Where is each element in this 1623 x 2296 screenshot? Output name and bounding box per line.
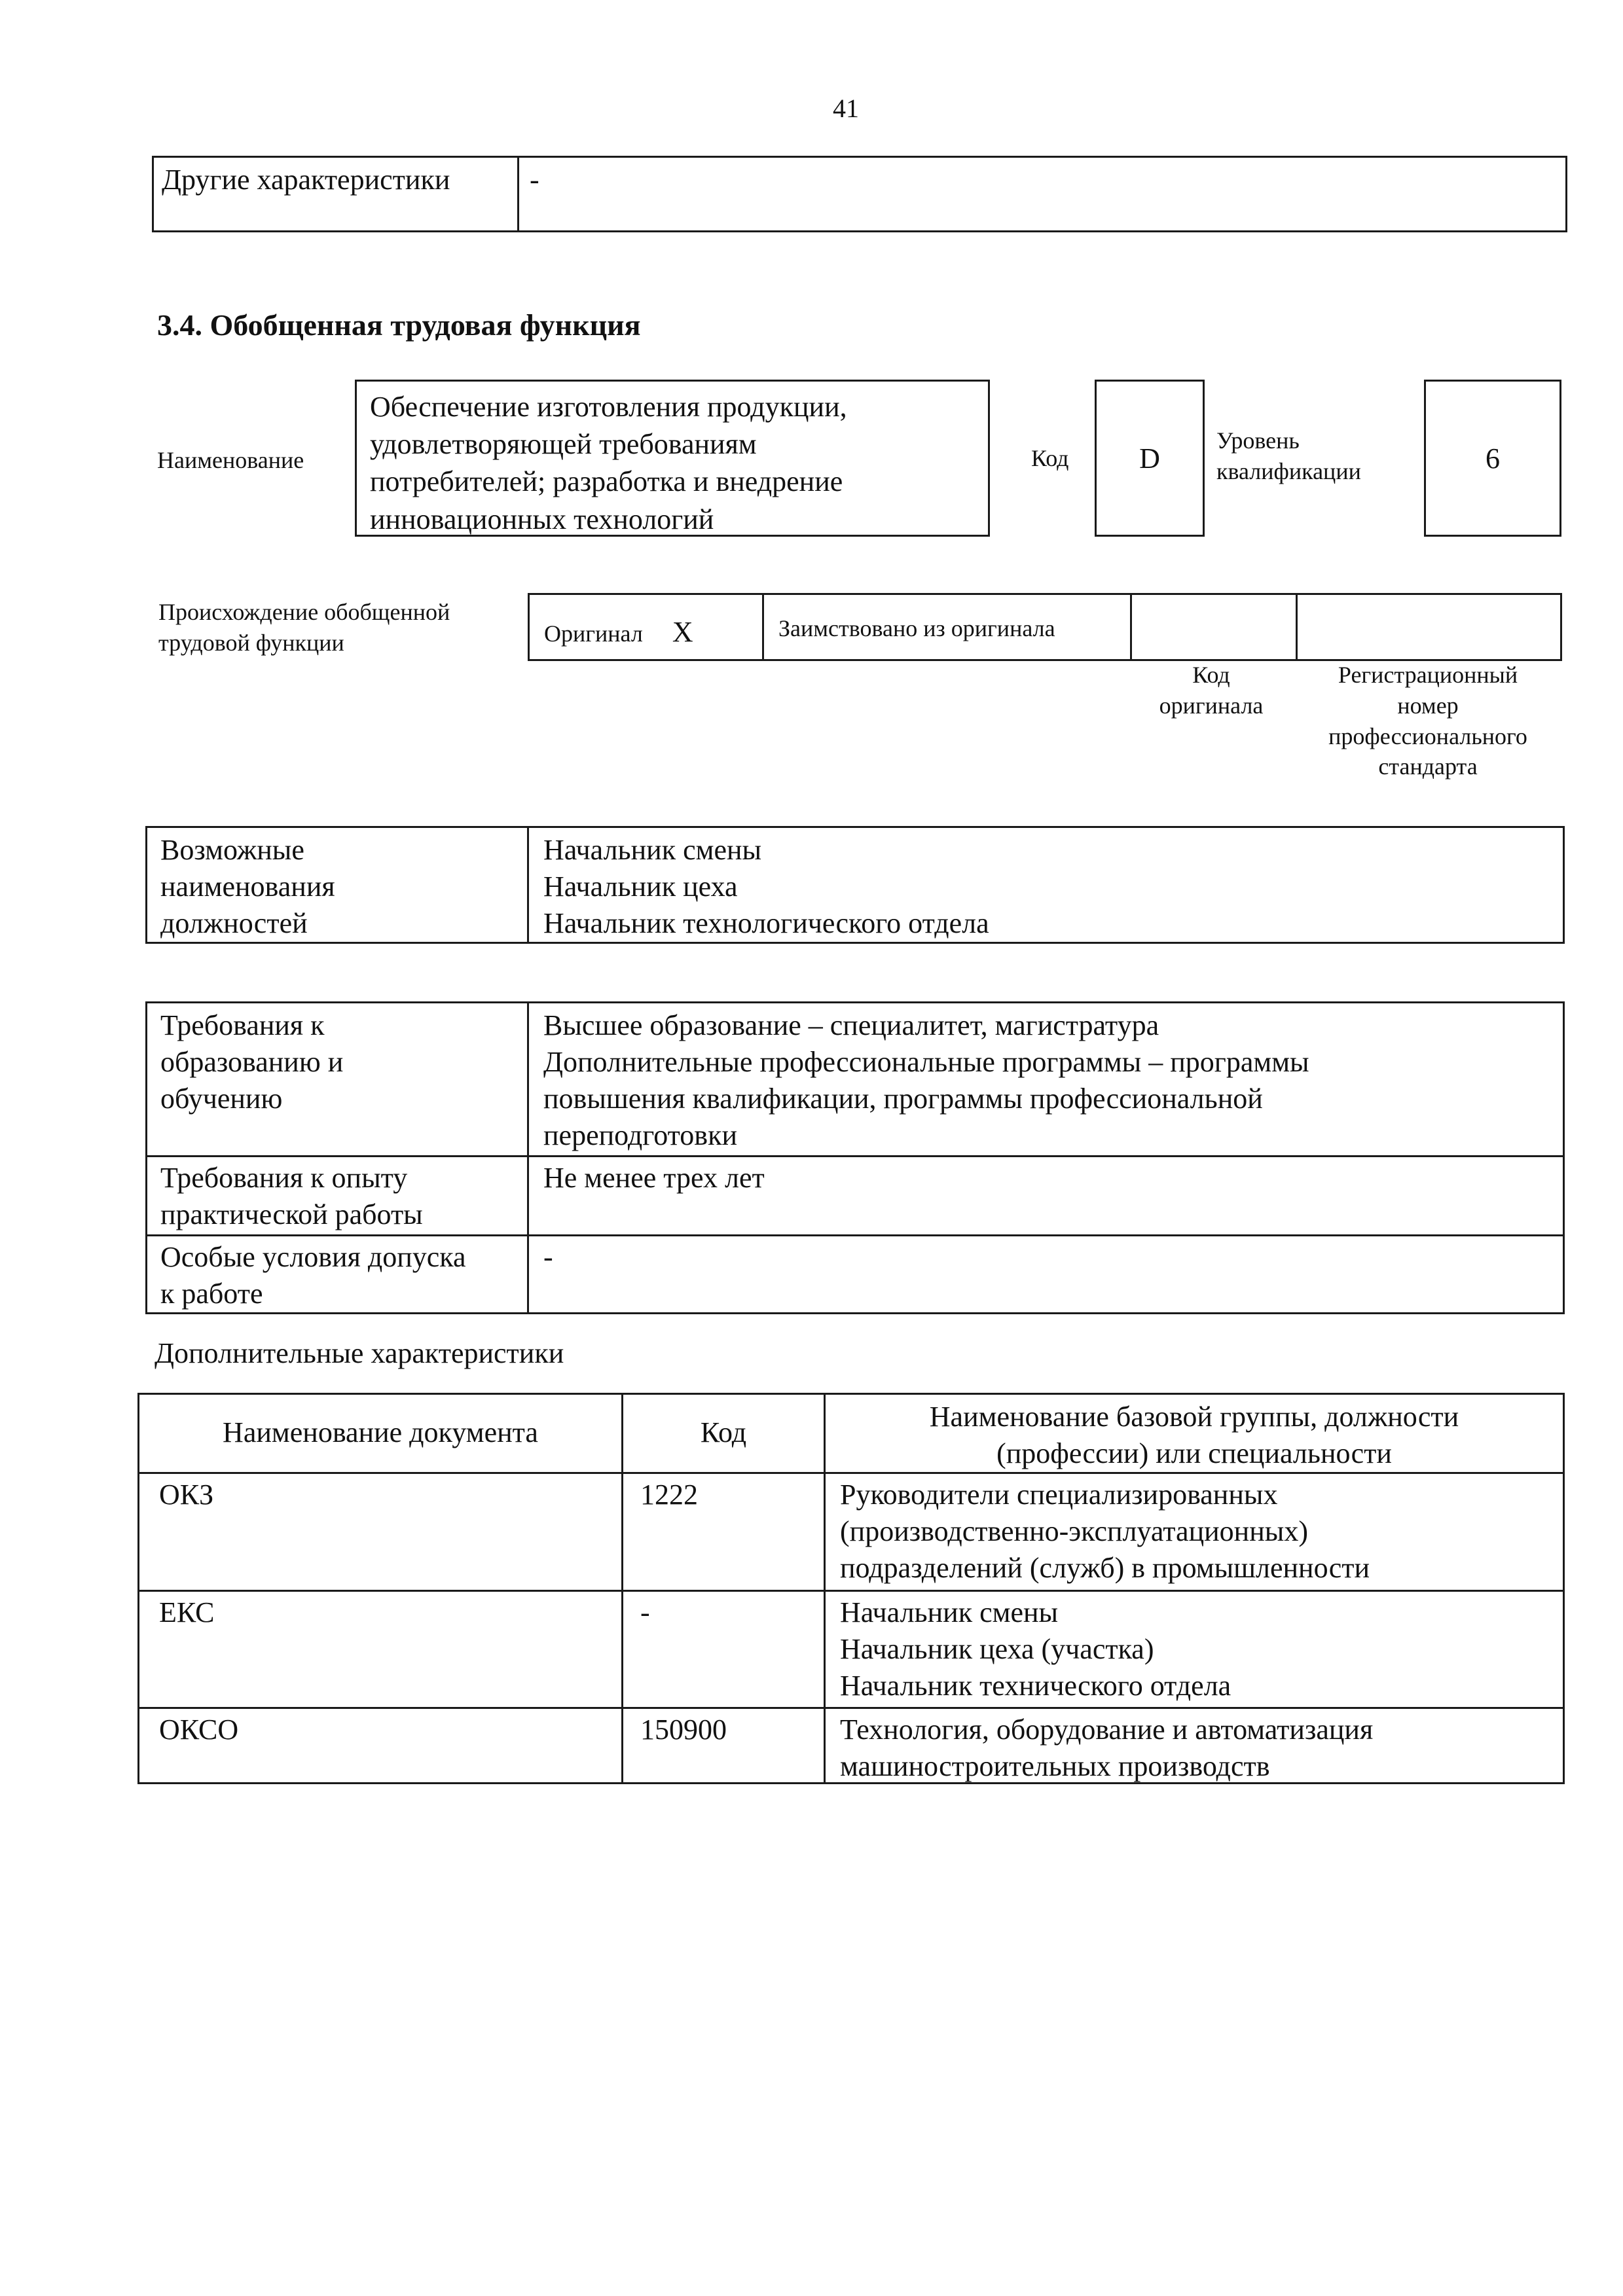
- column-header-base-group: Наименование базовой группы, должности (профессии) или специальности: [929, 1401, 1459, 1469]
- qualification-level-box: 6: [1424, 380, 1561, 537]
- education-requirements-label: Требования к образованию и обучению: [160, 1009, 344, 1115]
- borrowed-label: Заимствовано из оригинала: [778, 615, 1055, 641]
- code-original-caption: Код оригинала: [1159, 662, 1264, 719]
- original-mark: X: [672, 616, 693, 648]
- additional-characteristics-heading: Дополнительные характеристики: [155, 1337, 564, 1369]
- column-header-code: Код: [700, 1416, 747, 1448]
- positions-value: Начальник смены Начальник цеха Начальник технологического отдела: [543, 834, 989, 939]
- code-label: Код: [1031, 445, 1069, 471]
- table-row-eks-code: -: [640, 1596, 650, 1628]
- table-row-okz-document: ОКЗ: [159, 1479, 214, 1511]
- table-row-okz-name: Руководители специализированных (производственно-эксплуатационных) подразделений (служб) в промышленности: [840, 1479, 1370, 1584]
- positions-table: [145, 826, 1565, 944]
- requirements-table: [145, 1001, 1565, 1314]
- section-heading: 3.4. Обобщенная трудовая функция: [157, 308, 641, 342]
- origin-label: Происхождение обобщенной трудовой функции: [158, 599, 450, 656]
- table-row-okso-document: ОКСО: [159, 1713, 239, 1746]
- table-row-eks-name: Начальник смены Начальник цеха (участка) Начальник технического отдела: [840, 1596, 1231, 1702]
- original-label: Оригинал X: [544, 616, 693, 648]
- table-row-eks-document: ЕКС: [159, 1596, 215, 1628]
- table-row-okso-code: 150900: [640, 1713, 727, 1746]
- registration-number-cell: [1298, 595, 1559, 659]
- other-characteristics-table: [152, 156, 1567, 232]
- page-number: 41: [833, 94, 859, 123]
- other-characteristics-value: -: [530, 164, 539, 196]
- original-code-cell: [1132, 595, 1296, 659]
- origin-table: [528, 593, 1562, 661]
- positions-label: Возможные наименования должностей: [160, 834, 335, 939]
- experience-requirements-label: Требования к опыту практической работы: [160, 1162, 423, 1230]
- special-conditions-value: -: [543, 1241, 553, 1273]
- qualification-level-label: Уровень квалификации: [1216, 427, 1361, 484]
- other-characteristics-label: Другие характеристики: [162, 164, 450, 196]
- additional-characteristics-table: [137, 1393, 1565, 1784]
- function-code-box: D: [1095, 380, 1205, 537]
- registration-number-caption: Регистрационный номер профессионального стандарта: [1328, 662, 1527, 780]
- table-row-okso-name: Технология, оборудование и автоматизация машиностроительных производств: [840, 1713, 1374, 1782]
- table-row-okz-code: 1222: [640, 1479, 698, 1511]
- column-header-document: Наименование документа: [223, 1416, 538, 1448]
- special-conditions-label: Особые условия допуска к работе: [160, 1241, 466, 1310]
- name-label: Наименование: [157, 447, 304, 473]
- experience-requirements-value: Не менее трех лет: [543, 1162, 765, 1194]
- function-name-box: Обеспечение изготовления продукции, удовлетворяющей требованиям потребителей; разработка и внедрение инновационных технологий: [355, 380, 990, 537]
- education-requirements-value: Высшее образование – специалитет, магистратура Дополнительные профессиональные программы – программы повышения квалификации, программы профессиональной переподготовки: [543, 1009, 1309, 1151]
